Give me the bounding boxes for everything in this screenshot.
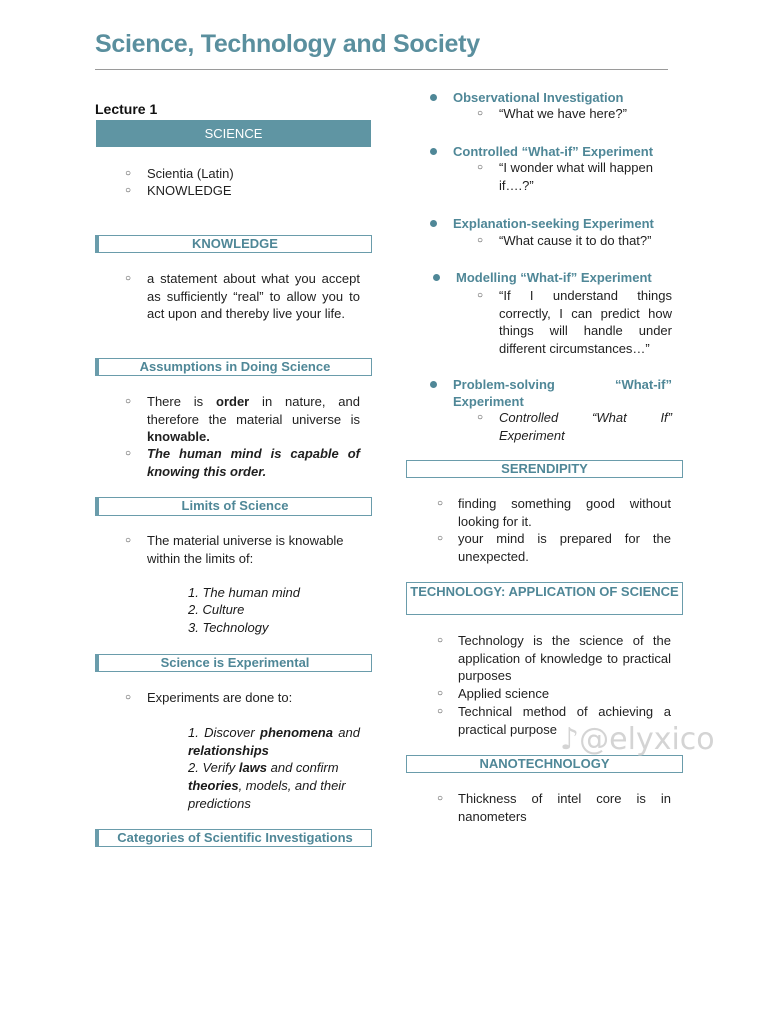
bullet-icon: ○ xyxy=(437,688,444,699)
bullet-icon: ○ xyxy=(477,290,484,301)
serendipity-item: finding something good without looking for it. xyxy=(458,496,671,529)
bullet-icon: ○ xyxy=(477,412,484,423)
bullet-dot-icon xyxy=(430,148,437,155)
limits-text: The material universe is knowable within the limits of: xyxy=(147,533,344,566)
investigation-title: Problem-solving “What-if” Experiment xyxy=(453,377,672,409)
investigation-title: Explanation-seeking Experiment xyxy=(453,216,654,231)
science-item: Scientia (Latin) xyxy=(147,166,234,181)
section-header-science: SCIENCE xyxy=(96,120,371,147)
technology-item: Technology is the science of the application of knowledge to practical purposes xyxy=(458,633,671,683)
investigation-quote: “If I understand things correctly, I can predict how things will handle under different circumstances…” xyxy=(499,288,672,356)
investigation-quote: “What cause it to do that?” xyxy=(499,233,652,248)
bullet-icon: ○ xyxy=(437,635,444,646)
bullet-dot-icon xyxy=(430,220,437,227)
bullet-icon: ○ xyxy=(125,185,132,196)
assumption-order: There is order in nature, and therefore the material universe is knowable. xyxy=(147,394,360,444)
section-header-assumptions: Assumptions in Doing Science xyxy=(95,358,372,376)
title-divider xyxy=(95,69,668,70)
bullet-icon: ○ xyxy=(125,448,132,459)
section-header-serendipity: SERENDIPITY xyxy=(406,460,683,478)
bullet-dot-icon xyxy=(433,274,440,281)
limits-list-item: 2. Culture xyxy=(188,602,245,617)
lecture-label: Lecture 1 xyxy=(95,101,158,117)
bullet-icon: ○ xyxy=(477,162,484,173)
section-header-nanotechnology: NANOTECHNOLOGY xyxy=(406,755,683,773)
investigation-title: Observational Investigation xyxy=(453,90,624,105)
section-header-technology: TECHNOLOGY: APPLICATION OF SCIENCE xyxy=(406,582,683,615)
serendipity-item: your mind is prepared for the unexpected. xyxy=(458,531,671,564)
bullet-dot-icon xyxy=(430,94,437,101)
bullet-icon: ○ xyxy=(125,535,132,546)
section-header-limits: Limits of Science xyxy=(95,497,372,516)
bullet-dot-icon xyxy=(430,381,437,388)
bullet-icon: ○ xyxy=(125,168,132,179)
section-header-categories: Categories of Scientific Investigations xyxy=(95,829,372,847)
bullet-icon: ○ xyxy=(125,692,132,703)
limits-list-item: 1. The human mind xyxy=(188,585,301,600)
investigation-title: Controlled “What-if” Experiment xyxy=(453,144,654,159)
experiment-purpose-1: 1. Discover phenomena and relationships xyxy=(188,725,360,758)
bullet-icon: ○ xyxy=(437,706,444,717)
investigation-title: Modelling “What-if” Experiment xyxy=(456,270,652,285)
investigation-quote: “I wonder what will happen if….?” xyxy=(499,160,653,193)
nanotech-item: Thickness of intel core is in nanometers xyxy=(458,791,671,824)
experiment-purpose-2: 2. Verify laws and confirm theories, models, and their predictions xyxy=(188,760,346,811)
investigation-quote: “What we have here?” xyxy=(499,106,627,121)
bullet-icon: ○ xyxy=(477,108,484,119)
tiktok-watermark: ♪@elyxico xyxy=(560,722,715,757)
bullet-icon: ○ xyxy=(477,235,484,246)
knowledge-definition: a statement about what you accept as sufficiently “real” to allow you to act upon and thereby live your life. xyxy=(147,271,360,321)
bullet-icon: ○ xyxy=(437,533,444,544)
technology-item: Technical method of achieving a practical purpose xyxy=(458,704,671,737)
bullet-icon: ○ xyxy=(125,273,132,284)
section-header-experimental: Science is Experimental xyxy=(95,654,372,672)
section-header-knowledge: KNOWLEDGE xyxy=(95,235,372,253)
bullet-icon: ○ xyxy=(437,498,444,509)
bullet-icon: ○ xyxy=(125,396,132,407)
investigation-quote: Controlled “What If” Experiment xyxy=(499,410,672,443)
bullet-icon: ○ xyxy=(437,793,444,804)
limits-list-item: 3. Technology xyxy=(188,620,269,635)
assumption-mind: The human mind is capable of knowing this order. xyxy=(147,446,360,479)
technology-item: Applied science xyxy=(458,686,550,701)
experimental-text: Experiments are done to: xyxy=(147,690,293,705)
science-item: KNOWLEDGE xyxy=(147,183,232,198)
document-title: Science, Technology and Society xyxy=(95,30,480,58)
